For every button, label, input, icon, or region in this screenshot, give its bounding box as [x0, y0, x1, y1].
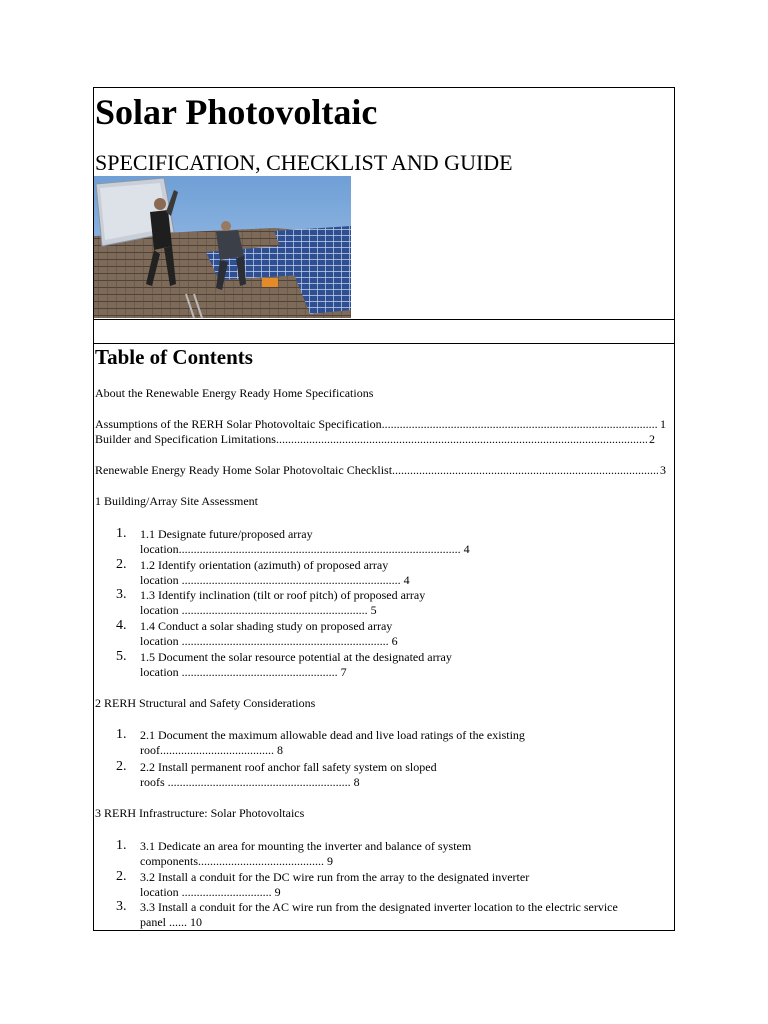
- page-subtitle: SPECIFICATION, CHECKLIST AND GUIDE: [95, 150, 513, 175]
- toc-assumptions[interactable]: Assumptions of the RERH Solar Photovoltaic Specification ..... 1: [95, 417, 666, 432]
- title-cell: [94, 88, 674, 320]
- spacer-cell: [94, 320, 674, 344]
- toc-about[interactable]: About the Renewable Energy Ready Home Specifications: [95, 386, 374, 400]
- toc-checklist[interactable]: Renewable Energy Ready Home Solar Photovoltaic Checklist ..... 3: [95, 463, 666, 478]
- toc-limitations[interactable]: Builder and Specification Limitations ..... 2: [95, 432, 655, 447]
- toc-heading: Table of Contents: [95, 345, 253, 369]
- document-frame: [93, 87, 675, 931]
- solar-installers-photo: [94, 176, 351, 318]
- page-title: Solar Photovoltaic: [95, 92, 378, 132]
- toc-section-title[interactable]: 1 Building/Array Site Assessment: [95, 494, 258, 508]
- toc-section-title[interactable]: 2 RERH Structural and Safety Considerations: [95, 696, 316, 710]
- toc-section-title[interactable]: 3 RERH Infrastructure: Solar Photovoltaics: [95, 806, 305, 820]
- table-of-contents: Table of Contents About the Renewable Energy Ready Home Specifications Assumptions of the RERH Solar Photovoltaic Specification ..... 1 Builder and Specification Limitations ..... 2 Renewable Energy Ready Home Solar Photovoltaic Checklist ..... 3 1 Building/Array Site Assessment 1. 1.1 Designate future/proposed array location.............................................................................................. 4 2. 1.2 Identify orientation (azimuth) of proposed array location ......................................................................... 4 3. 1.3 Identify inclination (tilt or roof pitch) of proposed array location .............................................................. 5 4. 1.4 Conduct a solar shading study on proposed array location ..................................................................... 6 5. 1.5 Document the solar resource potential at the designated array location .................................................... 7 2 RERH Structural and Safety Considerations 1. 2.1 Document the maximum allowable dead and live load ratings of the existing roof...................................... 8 2. 2.2 Install permanent roof anchor fall safety system on sloped roofs ............................................................. 8 3 RERH Infrastructure: Solar Photovoltaics 1. 3.1 Dedicate an area for mounting the inverter and balance of system components.......................................... 9 2. 3.2 Install a conduit for the DC wire run from the array to the designated inverter location .............................. 9 3. 3.3 Install a conduit for the AC wire run from the designated inverter location to the electric service panel ...... 10: [94, 344, 674, 930]
